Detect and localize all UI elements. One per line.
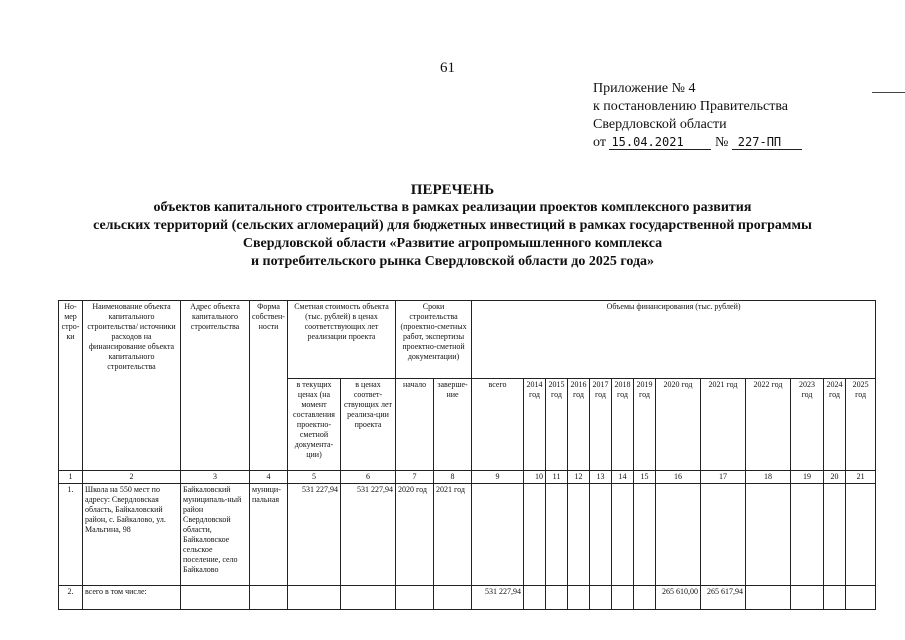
row-number: 2. — [59, 586, 83, 610]
appendix-block — [593, 80, 802, 152]
empty-cell — [846, 586, 876, 610]
empty-cell — [288, 586, 341, 610]
amount-2021: 265 617,94 — [701, 586, 746, 610]
header-year-2023: 2023 год — [791, 379, 824, 471]
column-number: 12 — [568, 471, 590, 484]
empty-cell — [568, 586, 590, 610]
column-number: 6 — [341, 471, 396, 484]
header-cost-years: в ценах соответ-ствующих лет реализа-ции проекта — [341, 379, 396, 471]
header-year-2019: 2019 год — [634, 379, 656, 471]
empty-cell — [434, 586, 472, 610]
column-number: 13 — [590, 471, 612, 484]
table-row — [59, 484, 876, 586]
column-number: 11 — [546, 471, 568, 484]
empty-cell — [656, 484, 701, 586]
page-number: 61 — [440, 60, 455, 76]
appendix-line-1: Приложение № 4 — [593, 81, 696, 96]
header-name: Наименование объекта капитального строительства/ источники расходов на финансирование объекта капитального строительства — [83, 301, 181, 471]
title-line-4: и потребительского рынка Свердловской области до 2025 года» — [250, 254, 655, 269]
empty-cell — [524, 586, 546, 610]
header-address: Адрес объекта капитального строительства — [181, 301, 250, 471]
object-name: Школа на 550 мест по адресу: Свердловская область, Байкаловский район, с. Байкалово, ул. Мальгина, 98 — [83, 484, 181, 586]
title-line-3: Свердловской области «Развитие агропромышленного комплекса — [242, 236, 663, 251]
amount-2020: 265 610,00 — [656, 586, 701, 610]
document-title — [0, 181, 905, 271]
empty-cell — [701, 484, 746, 586]
column-number: 20 — [824, 471, 846, 484]
empty-cell — [181, 586, 250, 610]
header-start: начало — [396, 379, 434, 471]
object-name: всего в том числе: — [83, 586, 181, 610]
column-number-row — [59, 471, 876, 484]
ownership-form: муници-пальная — [250, 484, 288, 586]
header-funding: Объемы финансирования (тыс. рублей) — [472, 301, 876, 379]
cost-years: 531 227,94 — [341, 484, 396, 586]
column-number: 10 — [524, 471, 546, 484]
header-year-2018: 2018 год — [612, 379, 634, 471]
header-cost-current: в текущих ценах (на момент составления проектно-сметной документа-ции) — [288, 379, 341, 471]
column-number: 21 — [846, 471, 876, 484]
header-year-2015: 2015 год — [546, 379, 568, 471]
column-number: 1 — [59, 471, 83, 484]
from-label: от — [593, 135, 606, 150]
number-label: № — [714, 135, 729, 150]
header-year-2016: 2016 год — [568, 379, 590, 471]
empty-cell — [590, 484, 612, 586]
investment-table — [58, 300, 876, 610]
column-number: 4 — [250, 471, 288, 484]
empty-cell — [634, 484, 656, 586]
empty-cell — [824, 586, 846, 610]
column-number: 7 — [396, 471, 434, 484]
header-year-2022: 2022 год — [746, 379, 791, 471]
empty-cell — [546, 586, 568, 610]
header-year-2017: 2017 год — [590, 379, 612, 471]
empty-cell — [396, 586, 434, 610]
table-row — [59, 586, 876, 610]
column-number: 2 — [83, 471, 181, 484]
column-number: 9 — [472, 471, 524, 484]
column-number: 3 — [181, 471, 250, 484]
column-number: 18 — [746, 471, 791, 484]
header-year-2021: 2021 год — [701, 379, 746, 471]
cost-current: 531 227,94 — [288, 484, 341, 586]
column-number: 8 — [434, 471, 472, 484]
title-heading: ПЕРЕЧЕНЬ — [410, 182, 495, 198]
empty-cell — [524, 484, 546, 586]
header-number: Но-мер стро-ки — [59, 301, 83, 471]
empty-cell — [250, 586, 288, 610]
edge-line — [872, 92, 905, 93]
empty-cell — [824, 484, 846, 586]
column-number: 17 — [701, 471, 746, 484]
header-end: заверше-ние — [434, 379, 472, 471]
header-year-2020: 2020 год — [656, 379, 701, 471]
title-line-2: сельских территорий (сельских агломераций) для бюджетных инвестиций в рамках государственной программы — [93, 218, 812, 233]
decree-number: 227-ПП — [732, 136, 802, 150]
column-number: 14 — [612, 471, 634, 484]
column-number: 15 — [634, 471, 656, 484]
empty-cell — [612, 586, 634, 610]
title-line-1: объектов капитального строительства в рамках реализации проектов комплексного развития — [153, 200, 752, 215]
end-year: 2021 год — [434, 484, 472, 586]
object-address: Байкаловский муниципаль-ный район Свердловской области, Байкаловское сельское поселение, село Байкалово — [181, 484, 250, 586]
column-number: 5 — [288, 471, 341, 484]
empty-cell — [612, 484, 634, 586]
header-year-2014: 2014 год — [524, 379, 546, 471]
total-amount: 531 227,94 — [472, 586, 524, 610]
appendix-line-2: к постановлению Правительства — [593, 99, 789, 114]
appendix-line-3: Свердловской области — [593, 117, 727, 132]
empty-cell — [791, 586, 824, 610]
empty-cell — [746, 484, 791, 586]
empty-cell — [546, 484, 568, 586]
decree-date: 15.04.2021 — [609, 136, 711, 150]
appendix-line-4 — [593, 134, 802, 152]
empty-cell — [472, 484, 524, 586]
empty-cell — [791, 484, 824, 586]
empty-cell — [634, 586, 656, 610]
empty-cell — [746, 586, 791, 610]
column-number: 19 — [791, 471, 824, 484]
column-number: 16 — [656, 471, 701, 484]
row-number: 1. — [59, 484, 83, 586]
header-ownership: Форма собствен-ности — [250, 301, 288, 471]
empty-cell — [590, 586, 612, 610]
header-terms: Сроки строительства (проектно-сметных работ, экспертизы проектно-сметной документации) — [396, 301, 472, 379]
empty-cell — [846, 484, 876, 586]
header-total: всего — [472, 379, 524, 471]
empty-cell — [568, 484, 590, 586]
header-year-2024: 2024 год — [824, 379, 846, 471]
start-year: 2020 год — [396, 484, 434, 586]
header-year-2025: 2025 год — [846, 379, 876, 471]
header-cost: Сметная стоимость объекта (тыс. рублей) в ценах соответствующих лет реализации проекта — [288, 301, 396, 379]
empty-cell — [341, 586, 396, 610]
